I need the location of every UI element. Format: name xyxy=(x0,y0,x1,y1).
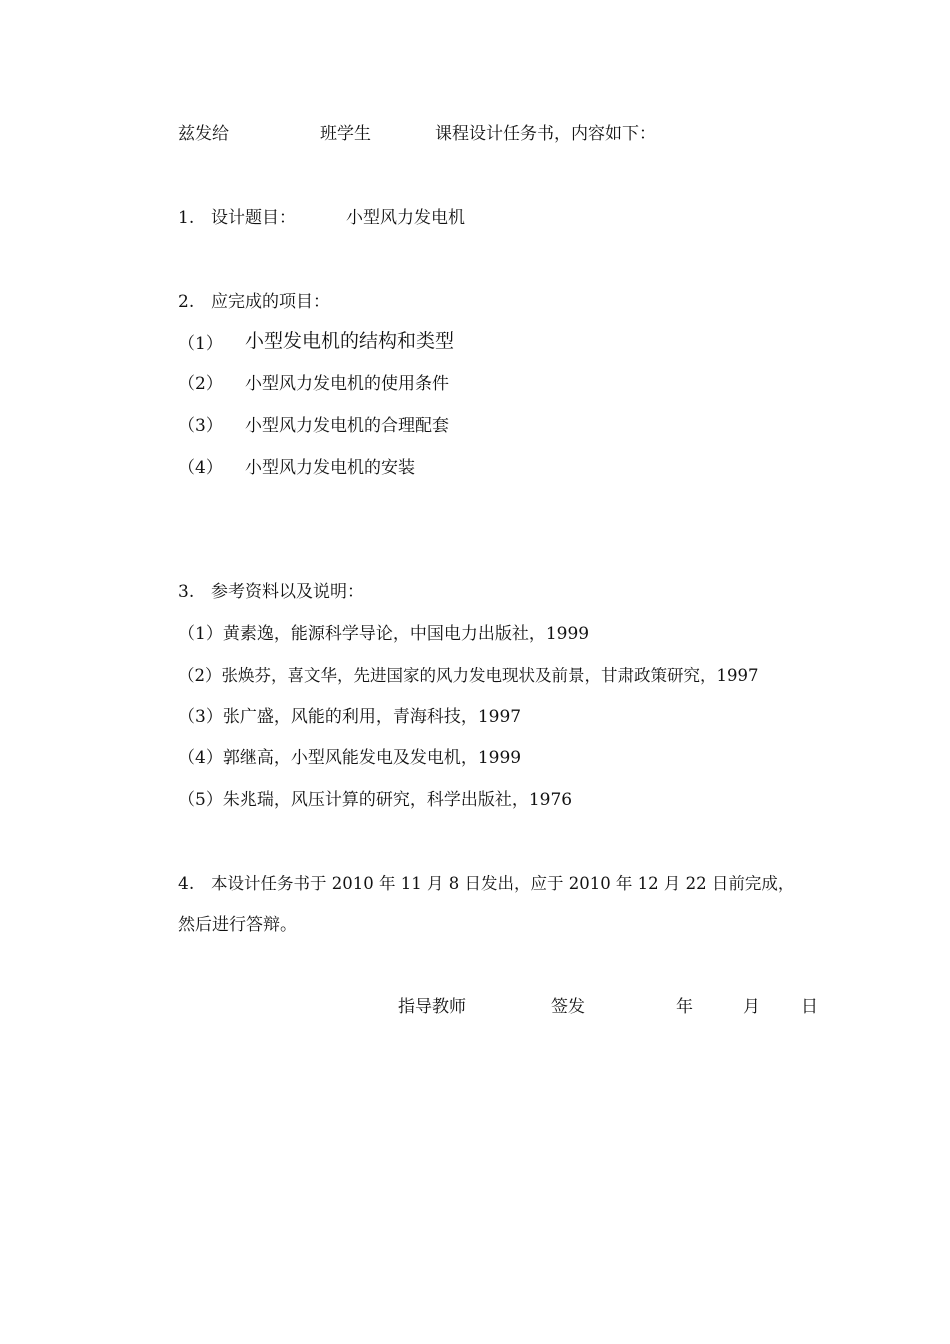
section1-number: 1. xyxy=(178,208,195,228)
reference-item: （3）张广盛，风能的利用，青海科技，1997 xyxy=(178,707,522,727)
item-text: 小型风力发电机的合理配套 xyxy=(245,416,449,436)
item-text: 小型发电机的结构和类型 xyxy=(245,330,455,352)
month-label: 月 xyxy=(743,997,760,1017)
day-label: 日 xyxy=(801,997,818,1017)
task-intro-text: 课程设计任务书，内容如下： xyxy=(435,124,656,144)
reference-item: （5）朱兆瑞，风压计算的研究，科学出版社，1976 xyxy=(178,790,573,810)
schedule-line-1: 本设计任务书于 2010 年 11 月 8 日发出，应于 2010 年 12 月 22 日前完成， xyxy=(211,874,795,893)
item-index: （2） xyxy=(178,374,223,394)
teacher-label: 指导教师 xyxy=(398,997,466,1017)
section2-label: 应完成的项目： xyxy=(211,292,330,312)
section2-number: 2. xyxy=(178,292,195,312)
section3-number: 3. xyxy=(178,582,195,602)
item-text: 小型风力发电机的安装 xyxy=(245,458,415,478)
item-index: （1） xyxy=(178,334,223,354)
reference-item: （4）郭继高，小型风能发电及发电机，1999 xyxy=(178,748,522,768)
class-label: 班学生 xyxy=(320,124,371,144)
issue-to-text: 兹发给 xyxy=(178,124,229,144)
design-topic-title: 小型风力发电机 xyxy=(346,208,465,228)
item-text: 小型风力发电机的使用条件 xyxy=(245,374,449,394)
item-index: （4） xyxy=(178,458,223,478)
year-label: 年 xyxy=(676,997,693,1017)
section3-label: 参考资料以及说明： xyxy=(211,582,364,602)
section4-number: 4. xyxy=(178,874,195,894)
section1-label: 设计题目： xyxy=(211,208,296,228)
item-index: （3） xyxy=(178,416,223,436)
schedule-line-2: 然后进行答辩。 xyxy=(178,915,297,935)
sign-label: 签发 xyxy=(551,997,585,1017)
reference-item: （2）张焕芬，喜文华，先进国家的风力发电现状及前景，甘肃政策研究，1997 xyxy=(178,666,759,685)
reference-item: （1）黄素逸，能源科学导论，中国电力出版社，1999 xyxy=(178,624,590,644)
